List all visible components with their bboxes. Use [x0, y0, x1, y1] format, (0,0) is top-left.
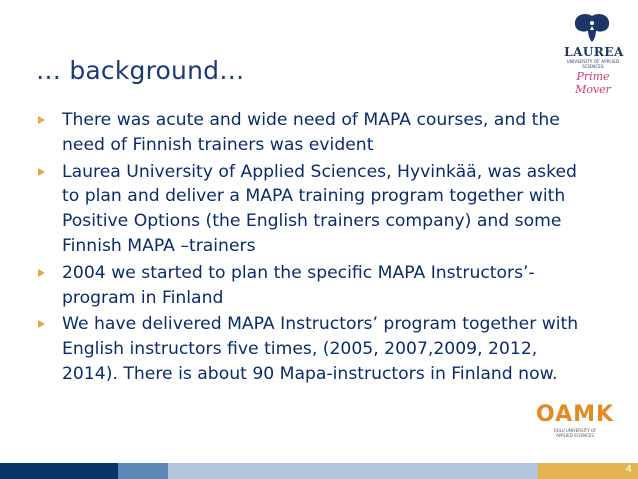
bullet-text: Laurea University of Applied Sciences, Hyvinkää, was asked to plan and deliver a MAPA training program together with Positive Options (the English trainers company) and some Finnish MAPA –trainers	[62, 161, 577, 256]
bullet-item	[38, 160, 586, 259]
bullet-item	[38, 261, 586, 311]
footer-segment-dark-blue	[0, 463, 118, 479]
bullet-arrow-icon	[38, 320, 45, 328]
bullet-item	[38, 312, 586, 386]
oamk-subtitle	[535, 428, 615, 438]
bullet-arrow-icon	[38, 116, 45, 124]
oamk-subtitle-line: OULU UNIVERSITY OF	[553, 428, 597, 433]
laurea-tagline: Prime Mover	[575, 70, 611, 96]
bullet-list	[38, 108, 586, 389]
footer-segment-mid-blue	[118, 463, 168, 479]
footer-bar	[0, 463, 638, 479]
bullet-text: We have delivered MAPA Instructors’ program together with English instructors five times, (2005, 2007,2009, 2012, 2014). There is about 90 Mapa-instructors in Finland now.	[62, 314, 579, 384]
bullet-item	[38, 108, 586, 158]
oamk-subtitle-line: APPLIED SCIENCES	[556, 433, 594, 438]
laurea-subtitle: UNIVERSITY OF APPLIED SCIENCES	[566, 59, 620, 69]
oamk-wordmark: OAMK	[535, 402, 615, 427]
laurea-wordmark: LAUREA	[564, 45, 624, 59]
bullet-text: There was acute and wide need of MAPA courses, and the need of Finnish trainers was evident	[62, 110, 560, 155]
footer-segment-light-blue	[168, 463, 538, 479]
bullet-text: 2004 we started to plan the specific MAPA Instructors’-program in Finland	[62, 262, 535, 308]
oamk-logo	[535, 402, 615, 442]
bullet-arrow-icon	[38, 269, 45, 277]
page-number: 4	[625, 464, 632, 475]
laurea-logo	[560, 12, 626, 96]
bullet-arrow-icon	[38, 168, 45, 176]
laurea-emblem-icon	[572, 12, 612, 44]
slide-title: … background…	[36, 56, 245, 85]
